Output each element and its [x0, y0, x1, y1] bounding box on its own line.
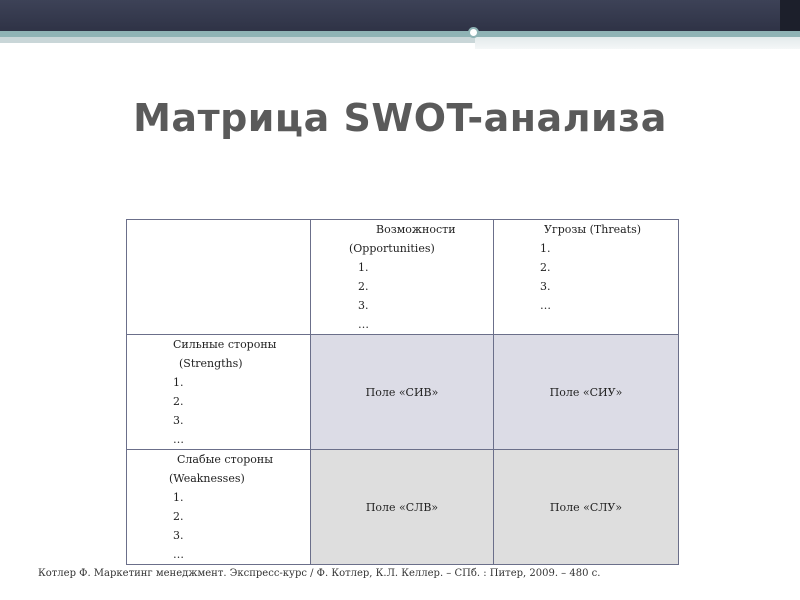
- footnote: Котлер Ф. Маркетинг менеджмент. Экспресс-курс / Ф. Котлер, К.Л. Келлер. – СПб. : Питер, 2009. – 480 с.: [38, 568, 601, 579]
- weaknesses-header: [127, 450, 311, 565]
- list-item: 1.: [540, 242, 551, 255]
- list-item: 1.: [173, 491, 184, 504]
- slide-title: Матрица SWOT-анализа: [133, 96, 667, 140]
- opportunities-subtitle: (Opportunities): [349, 242, 435, 255]
- field-slv: Поле «СЛВ»: [311, 450, 494, 565]
- field-siu: Поле «СИУ»: [494, 335, 679, 450]
- list-item: 2.: [358, 280, 369, 293]
- header-row: [127, 220, 679, 335]
- swot-matrix: [126, 219, 679, 565]
- list-item: 2.: [540, 261, 551, 274]
- list-item: 1.: [173, 376, 184, 389]
- list-item: 1.: [358, 261, 369, 274]
- weaknesses-title: Слабые стороны: [177, 453, 273, 466]
- list-item: 2.: [173, 395, 184, 408]
- list-item: 3.: [173, 414, 184, 427]
- strengths-row: [127, 335, 679, 450]
- circle-marker: [468, 27, 479, 38]
- list-item: …: [173, 433, 184, 446]
- list-item: …: [540, 299, 551, 312]
- header-bar-end: [780, 0, 800, 31]
- weaknesses-subtitle: (Weaknesses): [169, 472, 245, 485]
- strengths-subtitle: (Strengths): [179, 357, 243, 370]
- opportunities-title: Возможности: [376, 223, 456, 236]
- list-item: 2.: [173, 510, 184, 523]
- list-item: …: [358, 318, 369, 331]
- field-siv: Поле «СИВ»: [311, 335, 494, 450]
- list-item: …: [173, 548, 184, 561]
- light-stripe-right: [475, 37, 800, 49]
- list-item: 3.: [358, 299, 369, 312]
- corner-cell: [127, 220, 311, 335]
- list-item: 3.: [540, 280, 551, 293]
- light-stripe: [0, 37, 475, 43]
- strengths-header: [127, 335, 311, 450]
- opportunities-header: [311, 220, 494, 335]
- header-bar: [0, 0, 800, 31]
- threats-header: [494, 220, 679, 335]
- weaknesses-row: [127, 450, 679, 565]
- field-slu: Поле «СЛУ»: [494, 450, 679, 565]
- list-item: 3.: [173, 529, 184, 542]
- strengths-title: Сильные стороны: [173, 338, 277, 351]
- threats-title: Угрозы (Threats): [544, 223, 642, 236]
